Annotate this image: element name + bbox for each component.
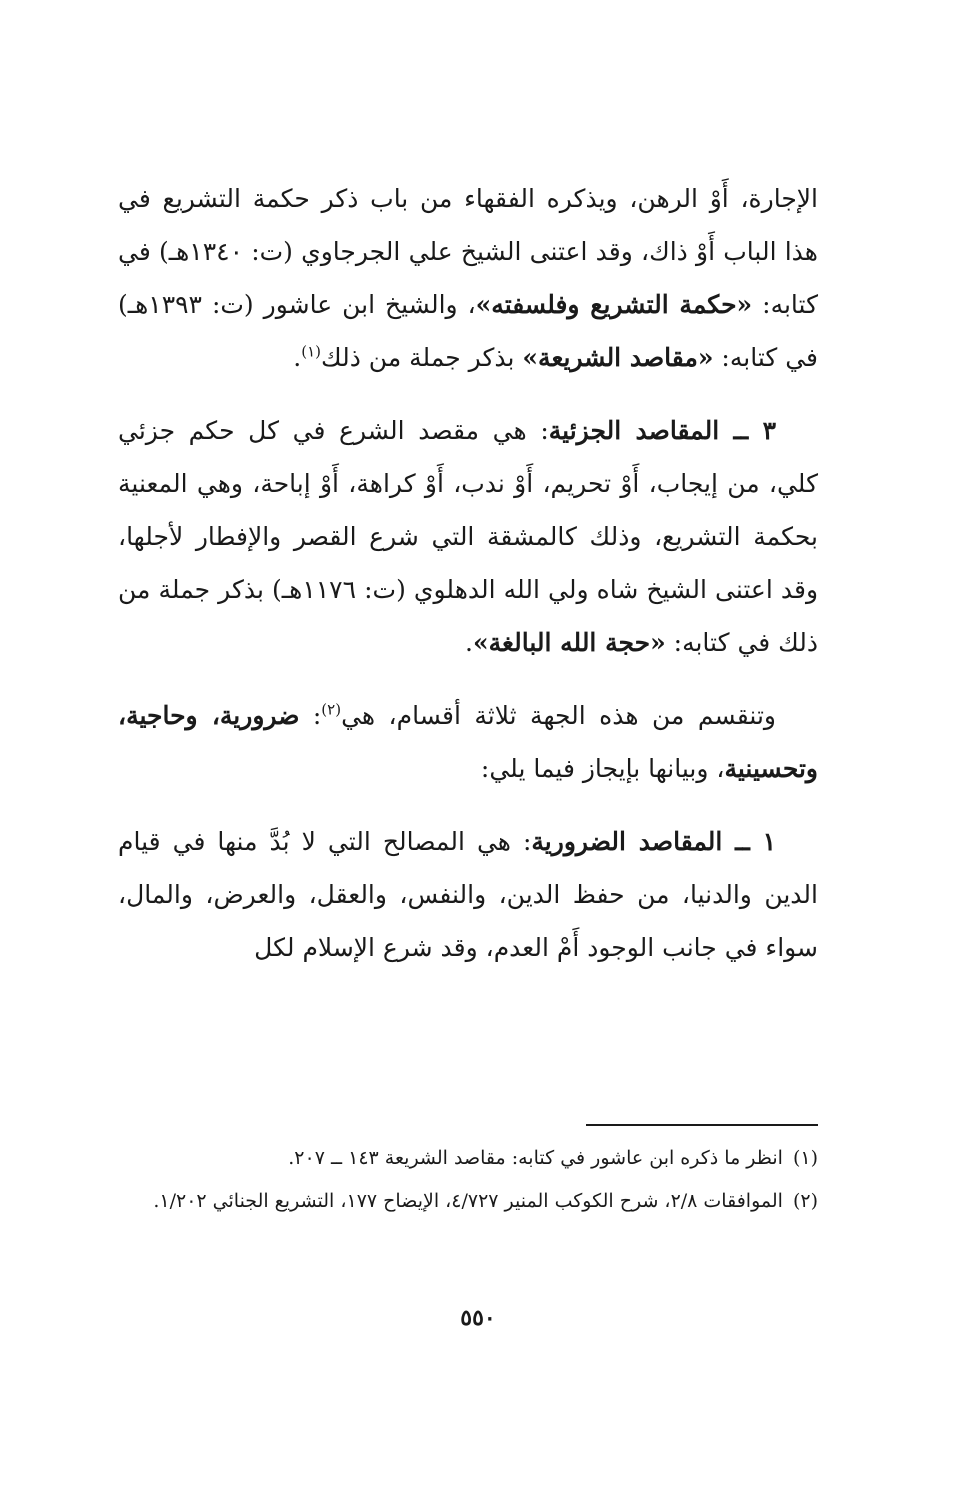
footnote-number: (٢) bbox=[792, 1190, 818, 1212]
paragraph-text: : bbox=[299, 701, 322, 730]
paragraph-text: . bbox=[293, 343, 302, 372]
book-title: «مقاصد الشريعة» bbox=[522, 343, 714, 372]
book-title: «حكمة التشريع وفلسفته» bbox=[475, 290, 753, 319]
paragraph-continuation bbox=[118, 172, 818, 384]
item-heading: ٣ ــ المقاصد الجزئية bbox=[548, 416, 776, 445]
item-heading: ١ ــ المقاصد الضرورية bbox=[531, 827, 776, 856]
book-title: «حجة الله البالغة» bbox=[473, 628, 666, 657]
paragraph-text: . bbox=[465, 628, 473, 657]
footnote-number: (١) bbox=[792, 1147, 818, 1169]
paragraph-divisions bbox=[118, 689, 818, 795]
paragraph-text: : هي مقصد الشرع في كل حكم جزئي كلي، من إيجاب، أَوْ تحريم، أَوْ ندب، أَوْ كراهة، أَوْ إباحة، وهي المعنية بحكمة التشريع، وذلك كالمشقة التي شرع القصر والإفطار لأجلها، وقد اعتنى الشيخ شاه ولي الله الدهلوي (ت: ١١٧٦هـ) بذكر جملة من ذلك في كتابه: bbox=[118, 416, 819, 657]
footnote-item bbox=[118, 1183, 818, 1220]
footnote-text: انظر ما ذكره ابن عاشور في كتابه: مقاصد الشريعة ١٤٣ ــ ٢٠٧. bbox=[288, 1147, 783, 1169]
paragraph-text: بذكر جملة من ذلك bbox=[321, 343, 523, 372]
paragraph-text: ، والشيخ ابن عاشور (ت: ١٣٩٣هـ) في كتابه: bbox=[118, 290, 818, 372]
paragraph-necessary-objectives bbox=[118, 815, 818, 974]
paragraph-text: وتنقسم من هذه الجهة ثلاثة أقسام، هي bbox=[341, 701, 776, 730]
page-body bbox=[118, 172, 818, 994]
footnotes bbox=[118, 1140, 818, 1226]
paragraph-text: الإجارة، أَوْ الرهن، ويذكره الفقهاء من باب ذكر حكمة التشريع في هذا الباب أَوْ ذاك، وقد اعتنى الشيخ علي الجرجاوي (ت: ١٣٤٠هـ) في كتابه: bbox=[118, 184, 818, 319]
footnote-ref[interactable]: (٢) bbox=[321, 700, 342, 719]
paragraph-partial-objectives bbox=[118, 404, 818, 669]
paragraph-text: : هي المصالح التي لا بُدَّ منها في قيام الدين والدنيا، من حفظ الدين، والنفس، والعقل، والعرض، والمال، سواء في جانب الوجود أَمْ العدم، وقد شرع الإسلام لكل bbox=[118, 827, 818, 962]
footnote-text: الموافقات ٢/٨، شرح الكوكب المنير ٤/٧٢٧، الإيضاح ١٧٧، التشريع الجنائي ١/٢٠٢. bbox=[153, 1190, 783, 1212]
page-number: ٥٥٠ bbox=[460, 1305, 496, 1331]
footnote-item bbox=[118, 1140, 818, 1177]
paragraph-text: ، وبيانها بإيجاز فيما يلي: bbox=[480, 754, 725, 783]
divisions-list: ضرورية، وحاجية، وتحسينية bbox=[118, 701, 818, 783]
footnote-ref[interactable]: (١) bbox=[301, 342, 322, 361]
footnote-divider bbox=[586, 1124, 818, 1126]
